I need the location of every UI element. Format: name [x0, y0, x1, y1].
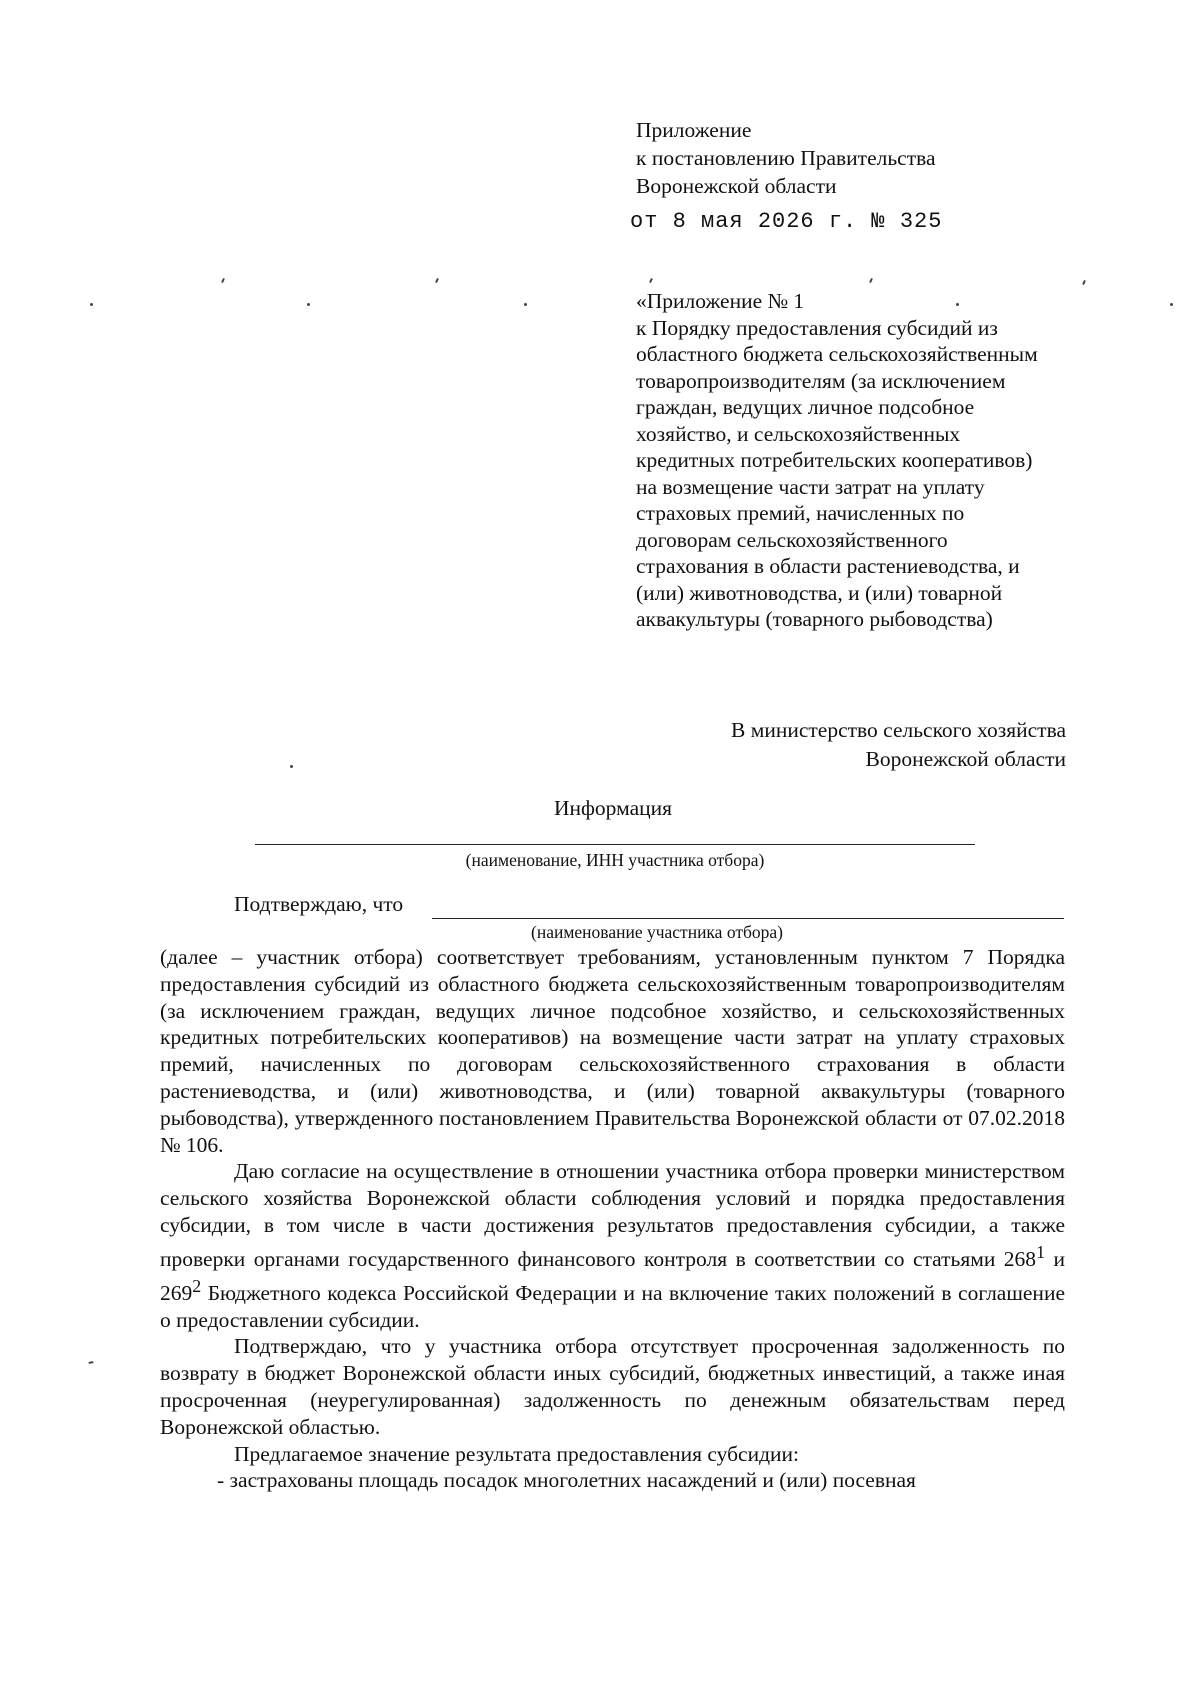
- appendix-line: граждан, ведущих личное подсобное: [636, 395, 975, 419]
- participant-name-caption: (наименование участника отбора): [531, 922, 783, 942]
- recipient-block: [731, 716, 1066, 774]
- scan-speck: [221, 278, 225, 283]
- scan-speck: [1082, 280, 1086, 285]
- result-list-item: - застрахованы площадь посадок многолетних насаждений и (или) посевная: [217, 1468, 916, 1493]
- appendix-reference: [636, 288, 1096, 633]
- annex-decree-line: к постановлению Правительства: [636, 146, 936, 170]
- appendix-line: кредитных потребительских кооперативов): [636, 448, 1033, 472]
- scan-speck: [290, 765, 293, 768]
- appendix-line: на возмещение части затрат на уплату: [636, 474, 985, 499]
- appendix-line: хозяйство, и сельскохозяйственных: [636, 421, 961, 446]
- appendix-line: товаропроизводителям (за исключением: [636, 368, 1006, 393]
- document-body: [160, 944, 1065, 1494]
- consent-text: и 269: [160, 1246, 1065, 1305]
- consent-text: Бюджетного кодекса Российской Федерации и на включение таких положений в соглашение о предоставлении субсидии.: [160, 1280, 1065, 1332]
- consent-text: Даю согласие на осуществление в отношении участника отбора проверки министерством сельского хозяйства Воронежской области соблюдения условий и порядка предоставления субсидии, в том числе в части достижения результатов предоставления субсидии, а также проверки органами государственного финансового контроля в соответствии со статьями 268: [160, 1159, 1065, 1271]
- scan-speck: [435, 278, 439, 283]
- annex-region-line: Воронежской области: [636, 174, 837, 198]
- recipient-line: В министерство сельского хозяйства: [731, 718, 1066, 742]
- scan-speck: [956, 303, 959, 306]
- paragraph-result-value: Предлагаемое значение результата предоставления субсидии:: [234, 1441, 800, 1466]
- paragraph-requirements: (далее – участник отбора) соответствует требованиям, установленным пунктом 7 Порядка предоставления субсидий из областного бюджета сельскохозяйственным товаропроизводителям (за исключением граждан, ведущих личное подсобное хозяйство, и сельскохозяйственных кредитных потребительских кооперативов) на возмещение части затрат на уплату страховых премий, начисленных по договорам сельскохозяйственного страхования в области растениеводства, и (или) животноводства, и (или) товарной аквакультуры (товарного рыбоводства), утвержденного постановлением Правительства Воронежской области от 07.02.2018 № 106.: [160, 945, 1065, 1157]
- scan-speck: [90, 303, 93, 306]
- superscript: 1: [1036, 1241, 1046, 1262]
- appendix-line: страхования в области растениеводства, и: [636, 554, 1020, 578]
- scan-speck: [524, 303, 527, 306]
- participant-name-blank: [432, 918, 1064, 919]
- annex-header: [630, 116, 1096, 236]
- participant-name-inn-blank: [255, 844, 975, 845]
- appendix-line: «Приложение № 1: [636, 289, 805, 313]
- recipient-line: Воронежской области: [865, 747, 1066, 771]
- appendix-line: областного бюджета сельскохозяйственным: [636, 342, 1038, 366]
- appendix-line: к Порядку предоставления субсидий из: [636, 315, 998, 340]
- superscript: 2: [192, 1275, 202, 1296]
- scan-speck: [88, 1361, 93, 1364]
- scan-speck: [307, 303, 310, 306]
- scan-speck: [1170, 303, 1173, 306]
- appendix-line: (или) животноводства, и (или) товарной: [636, 580, 1003, 605]
- annex-title: Приложение: [636, 118, 752, 142]
- participant-name-inn-caption: (наименование, ИНН участника отбора): [465, 850, 765, 870]
- scan-speck: [869, 278, 873, 283]
- scan-speck: [649, 278, 653, 283]
- confirm-prefix: Подтверждаю, что: [234, 892, 404, 916]
- document-title: Информация: [553, 796, 673, 820]
- paragraph-no-debt: Подтверждаю, что у участника отбора отсутствует просроченная задолженность по возврату в бюджет Воронежской области иных субсидий, бюджетных инвестиций, а также иная просроченная (неурегулированная) задолженность по денежным обязательствам перед Воронежской областью.: [160, 1334, 1065, 1439]
- appendix-line: договорам сельскохозяйственного: [636, 527, 948, 552]
- appendix-line: страховых премий, начисленных по: [636, 501, 965, 525]
- paragraph-consent: [160, 1158, 1065, 1333]
- appendix-line: аквакультуры (товарного рыбоводства): [636, 607, 993, 631]
- decree-date-number: от 8 мая 2026 г. № 325: [630, 209, 943, 234]
